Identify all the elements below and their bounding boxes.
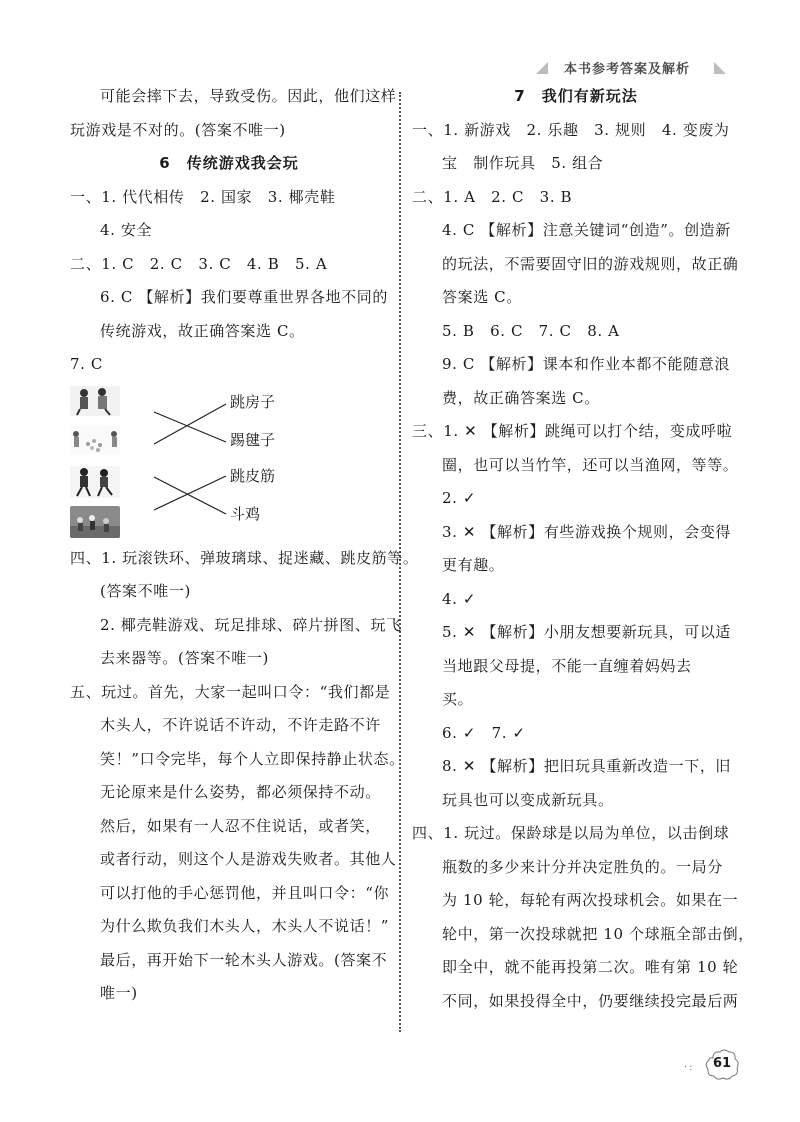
header-triangle-right-icon: [714, 62, 726, 74]
text-line: 传统游戏，故正确答案选 C。: [100, 321, 305, 340]
text-line: 木头人，不许说话不许动，不许走路不许: [100, 716, 381, 734]
match-option: 跳皮筋: [230, 466, 276, 485]
text-line: 7. C: [70, 355, 103, 373]
header-title: 本书参考答案及解析: [564, 62, 691, 77]
running-header: [528, 58, 728, 80]
right-column: [412, 80, 754, 1018]
text-line: 答案选 C。: [442, 288, 522, 306]
section-heading-6: 6 传统游戏我会玩: [159, 154, 299, 172]
text-line: 二、1. C 2. C 3. C 4. B 5. A: [70, 254, 328, 273]
text-line: 4. 安全: [100, 221, 153, 239]
text-line: 4. C 【解析】注意关键词“创造”。创造新: [442, 221, 731, 239]
text-line: 更有趣。: [442, 556, 505, 574]
text-line: 轮中，第一次投球就把 10 个球瓶全部击倒，: [442, 924, 754, 943]
text-line: 2. 椰壳鞋游戏、玩足排球、碎片拼图、玩飞: [100, 615, 402, 634]
text-line: 玩具也可以变成新玩具。: [442, 790, 614, 809]
text-line: 圈，也可以当竹竿，还可以当渔网，等等。: [442, 455, 739, 474]
page-number-dots-icon: ·:: [684, 1062, 695, 1073]
text-line: 四、1. 玩过。保龄球是以局为单位，以击倒球: [412, 824, 730, 842]
text-line: 无论原来是什么姿势，都必须保持不动。: [100, 783, 381, 801]
text-line: 玩游戏是不对的。(答案不唯一): [70, 120, 286, 139]
text-line: 当地跟父母提，不能一直缠着妈妈去: [442, 656, 692, 675]
text-line: 可以打他的手心惩罚他，并且叫口令：“你: [100, 883, 390, 902]
text-line: 即全中，就不能再投第二次。唯有第 10 轮: [442, 958, 739, 976]
text-line: 去来器等。(答案不唯一): [100, 649, 269, 667]
match-option: 跳房子: [230, 392, 276, 411]
match-option: 斗鸡: [230, 504, 261, 523]
left-column: [70, 80, 419, 1011]
text-line: 6. C 【解析】我们要尊重世界各地不同的: [100, 288, 388, 306]
matching-exercise: [70, 382, 388, 542]
text-line: 9. C 【解析】课本和作业本都不能随意浪: [442, 355, 730, 373]
text-line: 为什么欺负我们木头人，木头人不说话！”: [100, 917, 390, 935]
text-line: 一、1. 新游戏 2. 乐趣 3. 规则 4. 变废为: [412, 120, 730, 139]
text-line: 三、1. ✕ 【解析】跳绳可以打个结，变成呼啦: [412, 422, 733, 440]
text-line: 二、1. A 2. C 3. B: [412, 187, 573, 206]
text-line: 8. ✕ 【解析】把旧玩具重新改造一下，旧: [442, 757, 732, 775]
section-heading-7: 7 我们有新玩法: [514, 87, 638, 105]
text-line: 3. ✕ 【解析】有些游戏换个规则，会变得: [442, 522, 732, 541]
text-line: (答案不唯一): [100, 582, 191, 600]
text-line: 宝 制作玩具 5. 组合: [442, 154, 604, 172]
text-line: 5. ✕ 【解析】小朋友想要新玩具，可以适: [442, 623, 732, 641]
text-line: 一、1. 代代相传 2. 国家 3. 椰壳鞋: [70, 187, 336, 206]
text-line: 4. ✓: [442, 589, 477, 608]
text-line: 或者行动，则这个人是游戏失败者。其他人: [100, 850, 397, 868]
text-line: 为 10 轮，每轮有两次投球机会。如果在一: [442, 891, 739, 909]
match-option: 踢毽子: [230, 430, 276, 449]
text-line: 可能会摔下去，导致受伤。因此，他们这样: [100, 87, 397, 105]
text-line: 然后，如果有一人忍不住说话，或者笑，: [100, 816, 381, 835]
page-number-badge: [704, 1048, 740, 1082]
text-line: 笑！”口令完毕，每个人立即保持静止状态。: [100, 749, 405, 768]
text-line: 2. ✓: [442, 489, 477, 507]
header-triangle-left-icon: [536, 62, 548, 74]
page-number: 61: [712, 1056, 732, 1071]
text-line: 买。: [442, 690, 474, 708]
text-line: 6. ✓ 7. ✓: [442, 723, 526, 742]
text-line: 费，故正确答案选 C。: [442, 388, 600, 407]
text-line: 5. B 6. C 7. C 8. A: [442, 321, 620, 340]
text-line: 最后，再开始下一轮木头人游戏。(答案不: [100, 950, 388, 969]
text-line: 唯一): [100, 984, 138, 1002]
text-line: 五、玩过。首先，大家一起叫口令：“我们都是: [70, 682, 391, 701]
text-line: 瓶数的多少来计分并决定胜负的。一局分: [442, 857, 723, 876]
text-line: 不同，如果投得全中，仍要继续投完最后两: [442, 991, 739, 1010]
text-line: 四、1. 玩滚铁环、弹玻璃球、捉迷藏、跳皮筋等。: [70, 548, 419, 567]
text-line: 的玩法，不需要固守旧的游戏规则，故正确: [442, 254, 739, 273]
